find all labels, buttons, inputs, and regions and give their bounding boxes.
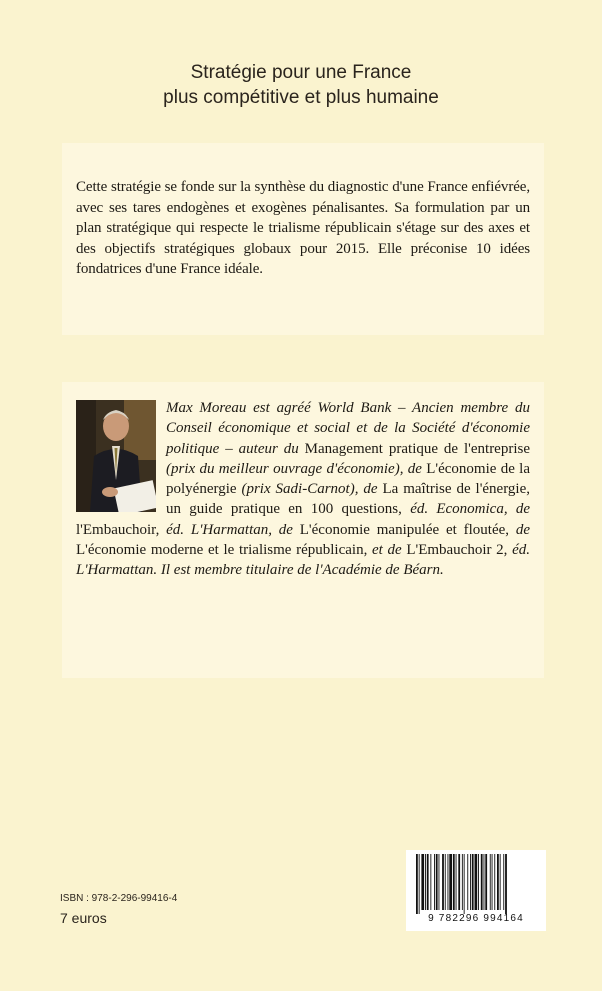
barcode-bar [421, 854, 424, 910]
title-line-1: Stratégie pour une France [190, 62, 412, 83]
barcode-bar [462, 854, 463, 910]
barcode-bar [442, 854, 444, 910]
book-title [0, 60, 602, 110]
barcode-bar [464, 854, 465, 914]
bio-book-3: La maîtrise de l'énergie, un guide pratique en 100 questions, [166, 481, 531, 518]
bio-book-7: L'Embauchoir 2, [406, 542, 508, 559]
barcode-bar [497, 854, 499, 910]
barcode-digits: 9 782296 994164 [428, 913, 524, 924]
barcode-bar [503, 854, 504, 910]
bio-award-1: (prix du meilleur ouvrage d'économie), de [166, 460, 422, 477]
barcode-bar [448, 854, 449, 910]
barcode-bar [419, 854, 420, 914]
barcode-bar [434, 854, 435, 910]
barcode-bar [485, 854, 487, 910]
barcode-bar [449, 854, 452, 910]
author-bio-box [62, 382, 544, 678]
bio-award-2: (prix Sadi-Carnot), de [241, 481, 378, 498]
bio-connector-2: et de [372, 542, 402, 559]
barcode-bar [478, 854, 479, 910]
bio-publisher-1: éd. Economica, de [410, 501, 531, 518]
barcode-bar [492, 854, 493, 910]
barcode-bar [436, 854, 438, 910]
bio-book-6: L'économie moderne et le trialisme républicain, [76, 542, 368, 559]
barcode-bar [425, 854, 426, 910]
barcode-bar [475, 854, 478, 910]
barcode-bar [453, 854, 455, 910]
bio-closing: éd. L'Harmattan. Il est membre titulaire de l'Académie de Béarn. [76, 542, 531, 579]
bio-intro: Max Moreau est agréé World Bank – Ancien membre du Conseil économique et social et de la Société d'économie politique – auteur du [166, 400, 530, 457]
bio-book-4: l'Embauchoir, [76, 521, 160, 538]
title-line-2: plus compétitive et plus humaine [163, 87, 439, 108]
bio-book-2: L'économie de la polyénergie [166, 460, 531, 498]
summary-box [62, 143, 544, 335]
barcode-bar [505, 854, 507, 914]
barcode-bar [456, 854, 457, 910]
author-bio-text [76, 398, 530, 581]
barcode-bar [470, 854, 471, 910]
bio-book-5: L'économie manipulée et floutée, [299, 521, 510, 538]
barcode-bar [467, 854, 468, 910]
barcode-bar [500, 854, 501, 910]
bio-connector-1: de [515, 521, 531, 538]
barcode-bar [445, 854, 446, 910]
bio-book-1: Management pratique de l'entreprise [304, 440, 531, 457]
summary-text: Cette stratégie se fonde sur la synthèse du diagnostic d'une France enfiévrée, avec ses tares endogènes et exogènes pénalisantes. Sa formulation par un plan stratégique qui respecte le trialisme républicain s'étage sur des axes et des objectifs stratégiques globaux pour 2015. Elle préconise 10 idées fondatrices d'une France idéale. [76, 179, 530, 277]
barcode-bar [472, 854, 474, 910]
barcode-bar [439, 854, 440, 910]
barcode-bar [494, 854, 495, 910]
bio-publisher-2: éd. L'Harmattan, de [166, 521, 293, 538]
barcode-bar [481, 854, 483, 910]
barcode-bar [458, 854, 460, 910]
barcode-bar [490, 854, 491, 910]
price: 7 euros [60, 910, 107, 926]
barcode [406, 850, 546, 931]
barcode-bar [484, 854, 485, 910]
barcode-bar [427, 854, 429, 910]
barcode-bars [414, 854, 538, 914]
barcode-bar [416, 854, 418, 914]
isbn: ISBN : 978-2-296-99416-4 [60, 893, 178, 904]
barcode-bar [430, 854, 431, 910]
